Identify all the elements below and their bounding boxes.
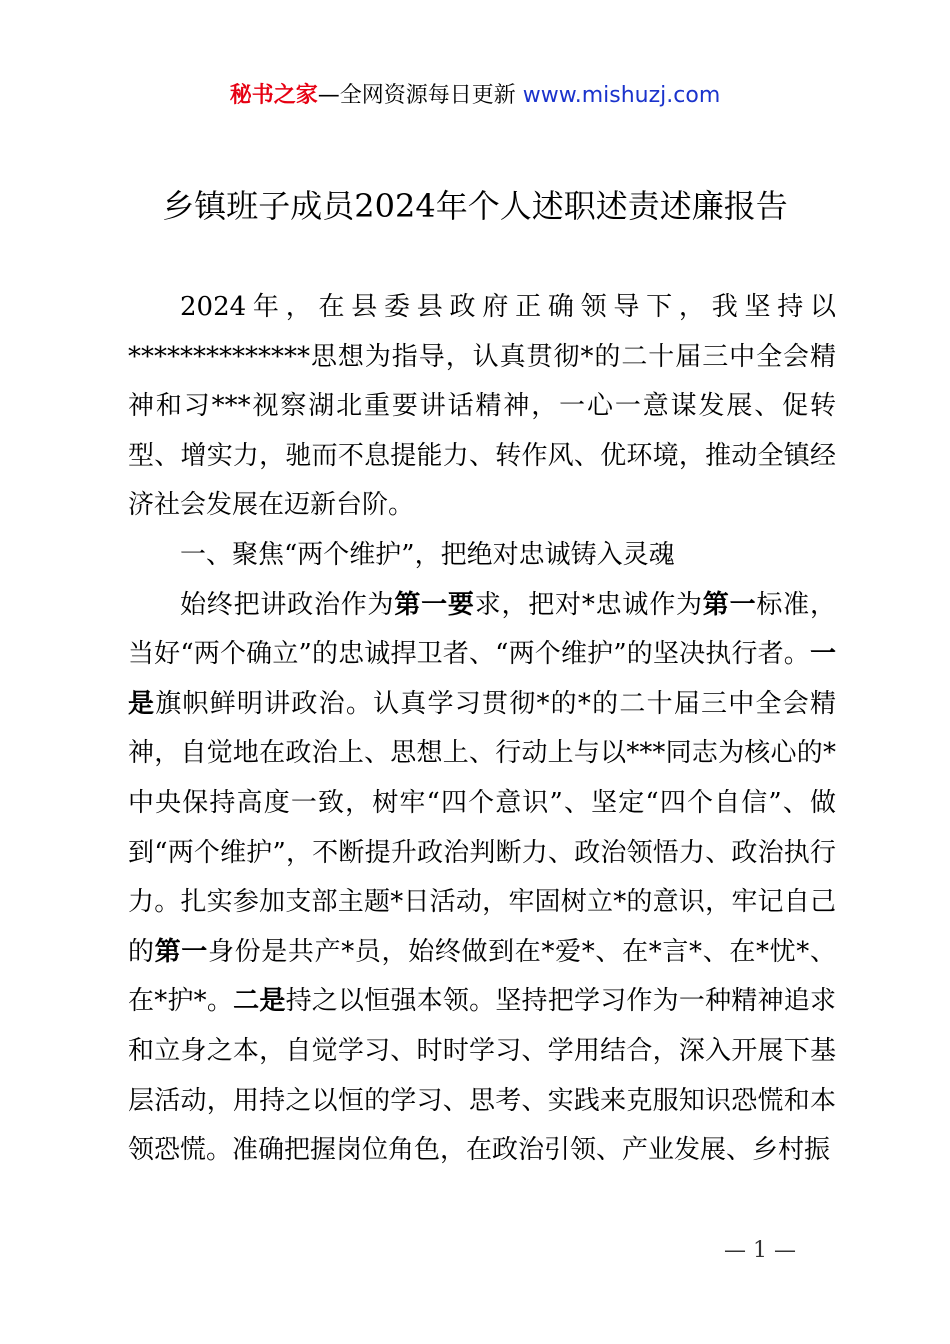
bold-run: 一是	[128, 639, 836, 719]
banner-brand: 秘书之家	[229, 83, 318, 108]
text-run: 求，把对*忠诚作为	[474, 589, 703, 620]
document-title: 乡镇班子成员2024年个人述职述责述廉报告	[162, 187, 788, 225]
site-banner	[0, 80, 950, 112]
text-run: 标准，当好“两个确立”的忠诚捍卫者、“两个维护”的坚决执行者。	[128, 589, 836, 670]
bold-run: 第一	[702, 589, 757, 620]
banner-url-link[interactable]: www.mishuzj.com	[522, 83, 721, 108]
section-1-paragraph	[128, 581, 836, 1176]
bold-run: 第一要	[394, 589, 475, 620]
banner-tagline: —全网资源每日更新	[317, 83, 523, 108]
section-heading-1: 一、聚焦“两个维护”，把绝对忠诚铸入灵魂	[180, 539, 675, 570]
intro-paragraph: 2024年，在县委县政府正确领导下，我坚持以**************思想为指导，认真贯彻*的二十届三中全会精神和习***视察湖北重要讲话精神，一心一意谋发展、促转型、增实力，驰而不息提能力、转作风、优环境，推动全镇经济社会发展在迈新台阶。	[128, 292, 836, 521]
page-number: — 1 —	[724, 1238, 796, 1263]
bold-run: 第一	[154, 936, 208, 967]
text-run: 持之以恒强本领。坚持把学习作为一种精神追求和立身之本，自觉学习、时时学习、学用结合，深入开展下基层活动，用持之以恒的学习、思考、实践来克服知识恐慌和本领恐慌。准确把握岗位角色，在政治引领、产业发展、乡村振	[128, 986, 836, 1166]
text-run: 身份是共产*员，始终做到在*爱*、在*言*、在*忧*、在*护*。	[128, 936, 836, 1017]
text-run: 旗帜鲜明讲政治。认真学习贯彻*的*的二十届三中全会精神，自觉地在政治上、思想上、行动上与以***同志为核心的*中央保持高度一致，树牢“四个意识”、坚定“四个自信”、做到“两个维护”，不断提升政治判断力、政治领悟力、政治执行力。扎实参加支部主题*日活动，牢固树立*的意识，牢记自己的	[128, 688, 836, 967]
text-run: 始终把讲政治作为	[180, 589, 395, 620]
bold-run: 二是	[233, 986, 286, 1017]
document-body	[128, 283, 836, 1176]
